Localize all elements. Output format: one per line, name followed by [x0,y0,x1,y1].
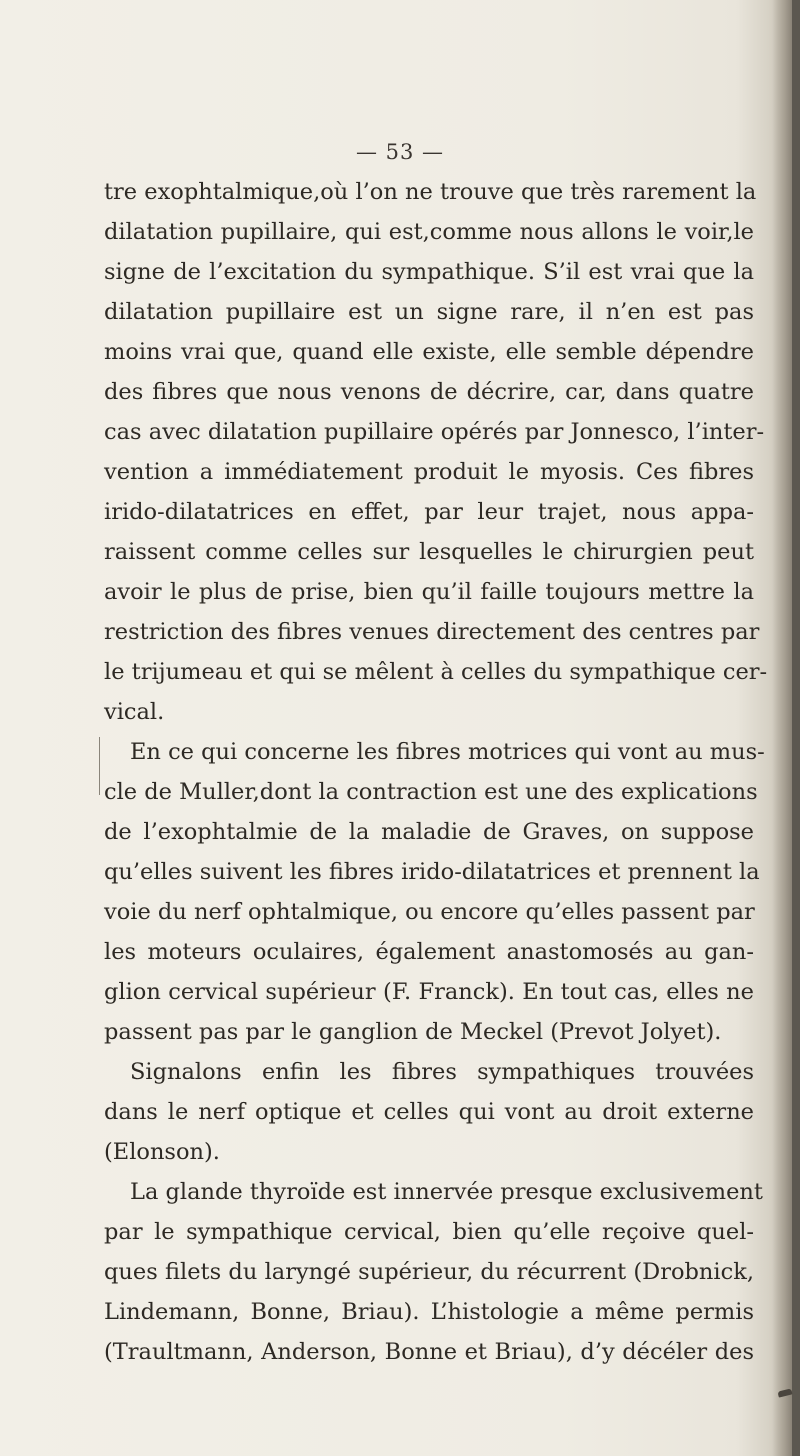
text-line: dans le nerf optique et celles qui vont au droit externe [104,1099,754,1125]
text-line: avoir le plus de prise, bien qu’il faille toujours mettre la [104,579,754,605]
text-line: tre exophtalmique,où l’on ne trouve que très rarement la [104,179,757,205]
text-line: dilatation pupillaire est un signe rare, il n’en est pas [104,299,754,325]
text-line: restriction des fibres venues directement des centres par [104,619,760,645]
text-line: ques filets du laryngé supérieur, du récurrent (Drobnick, [104,1259,754,1285]
text-line: cle de Muller,dont la contraction est une des explications [104,779,758,805]
text-line: vical. [104,699,165,725]
text-line: signe de l’excitation du sympathique. S’il est vrai que la [104,259,754,285]
text-line: dilatation pupillaire, qui est,comme nous allons le voir,le [104,219,754,245]
body-text [104,172,768,1372]
text-line: qu’elles suivent les fibres irido-dilatatrices et prennent la [104,859,760,885]
text-line: des fibres que nous venons de décrire, car, dans quatre [104,379,754,405]
text-line: par le sympathique cervical, bien qu’elle reçoive quel- [104,1219,754,1245]
text-line: Lindemann, Bonne, Briau). L’histologie a même permis [104,1299,754,1325]
text-line: vention a immédiatement produit le myosis. Ces fibres [104,459,754,485]
text-line: La glande thyroïde est innervée presque exclusivement [130,1179,763,1205]
text-line: de l’exophtalmie de la maladie de Graves, on suppose [104,819,754,845]
text-line: raissent comme celles sur lesquelles le chirurgien peut [104,539,754,565]
text-line: les moteurs oculaires, également anastomosés au gan- [104,939,754,965]
text-line: passent pas par le ganglion de Meckel (Prevot Jolyet). [104,1019,722,1045]
text-line: (Elonson). [104,1139,220,1165]
text-line: le trijumeau et qui se mêlent à celles du sympathique cer- [104,659,768,685]
text-line: glion cervical supérieur (F. Franck). En tout cas, elles ne [104,979,754,1005]
text-line: Signalons enfin les fibres sympathiques trouvées [130,1059,754,1085]
text-line: cas avec dilatation pupillaire opérés par Jonnesco, l’inter- [104,419,765,445]
page-edge [792,0,800,1456]
text-line: voie du nerf ophtalmique, ou encore qu’elles passent par [104,899,755,925]
page-number: — 53 — [355,140,445,164]
text-line: (Traultmann, Anderson, Bonne et Briau), d’y décéler des [104,1339,754,1365]
text-line: moins vrai que, quand elle existe, elle semble dépendre [104,339,754,365]
margin-mark [99,737,100,795]
text-line: En ce qui concerne les fibres motrices qui vont au mus- [130,739,765,765]
text-line: irido-dilatatrices en effet, par leur trajet, nous appa- [104,499,754,525]
